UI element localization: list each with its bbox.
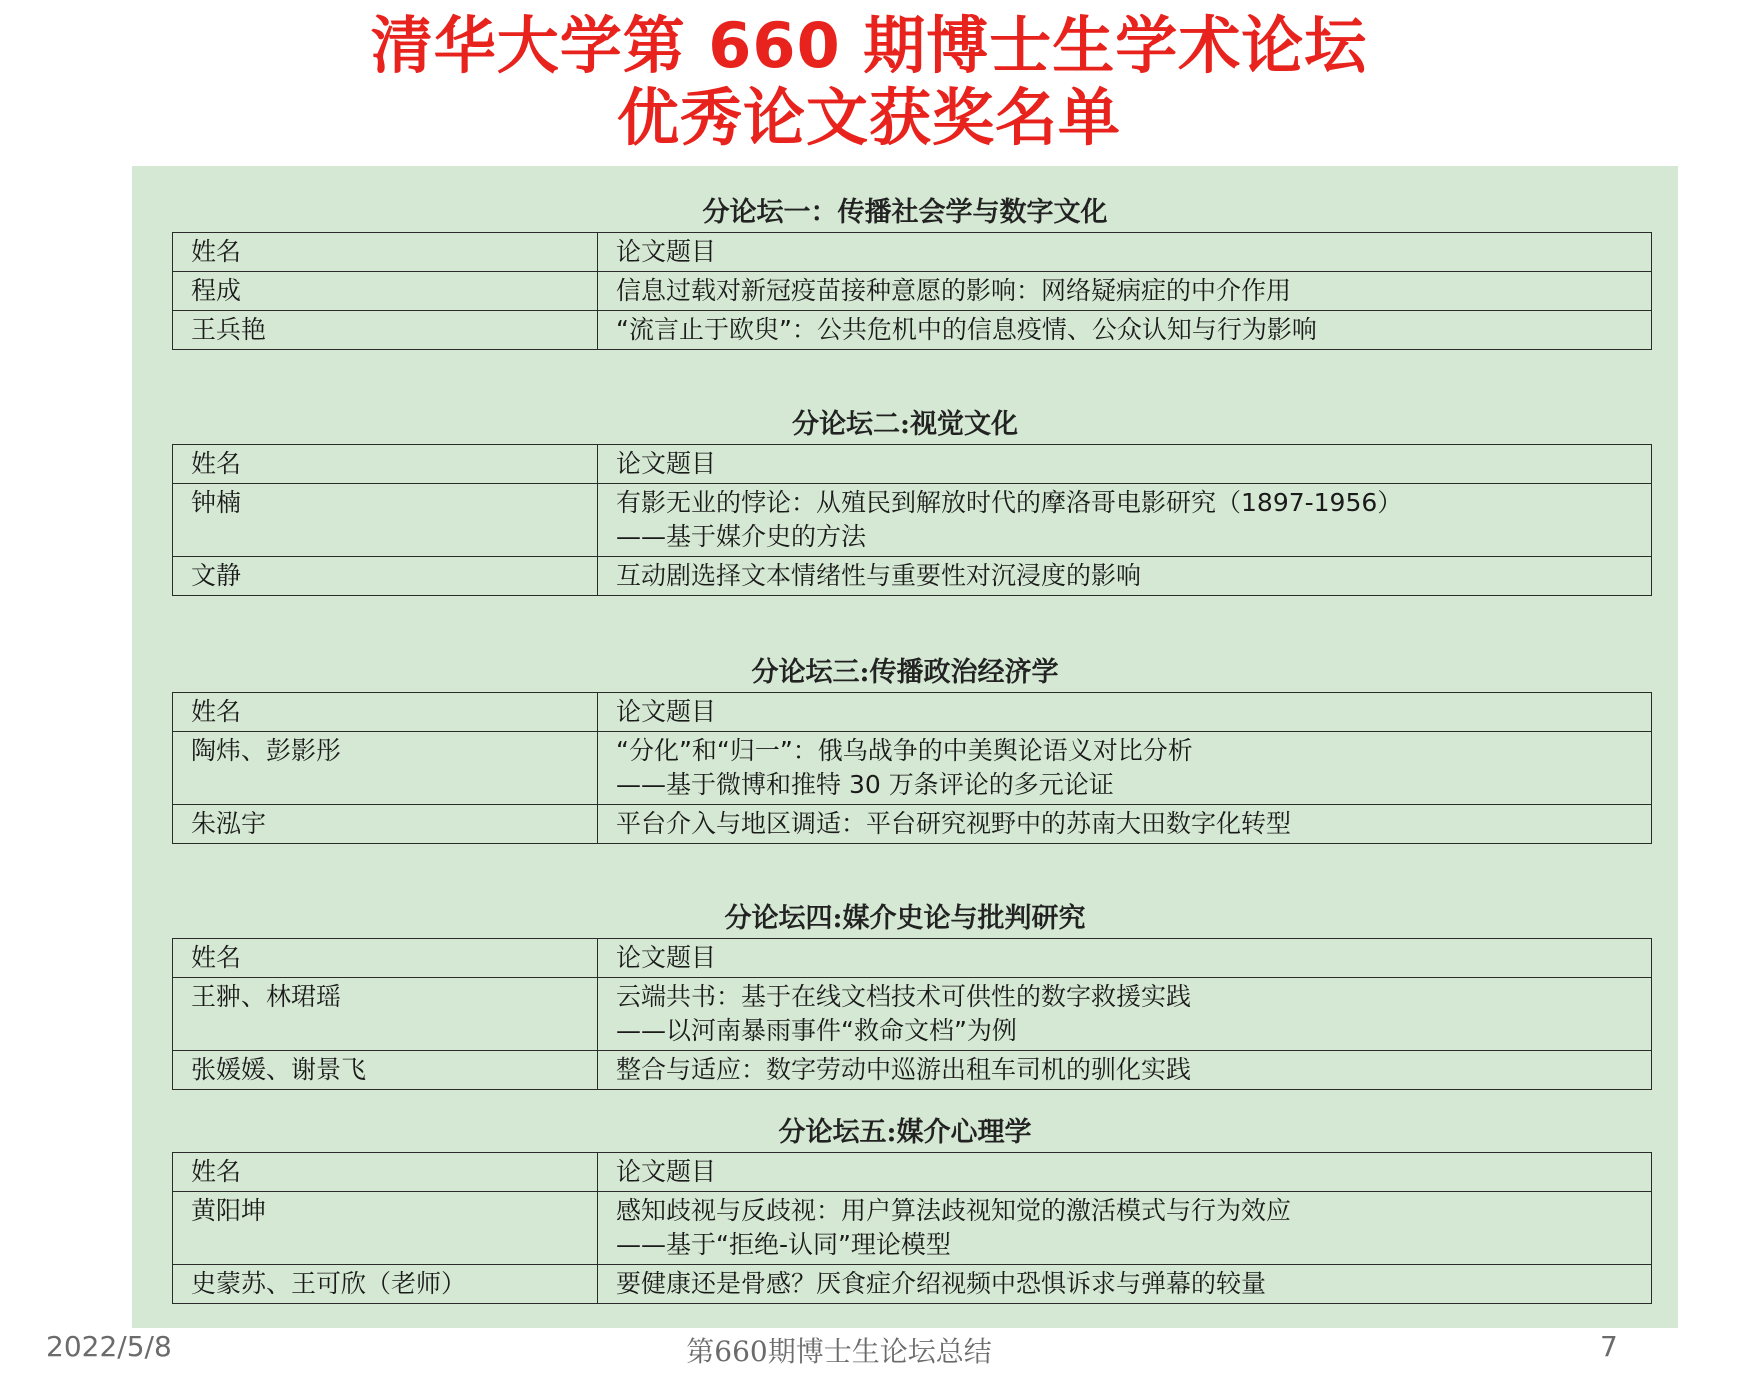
- footer-date: 2022/5/8: [46, 1330, 172, 1363]
- paper-title-cell: [598, 1265, 1652, 1304]
- table-header-row: [173, 445, 1652, 484]
- paper-title: 感知歧视与反歧视：用户算法歧视知觉的激活模式与行为效应: [616, 1196, 1292, 1225]
- paper-title-cell: [598, 732, 1652, 805]
- paper-subtitle: ——基于“拒绝-认同”理论模型: [616, 1230, 951, 1259]
- table-row: [173, 1051, 1652, 1090]
- table-header-row: [173, 233, 1652, 272]
- paper-title-cell: [598, 1192, 1652, 1265]
- table-row: [173, 484, 1652, 557]
- awardee-name-cell: 王兵艳: [173, 311, 598, 350]
- table-row: [173, 732, 1652, 805]
- page-number: 7: [1600, 1330, 1618, 1363]
- award-table: [172, 1152, 1652, 1304]
- paper-title: 平台介入与地区调适：平台研究视野中的苏南大田数字化转型: [616, 809, 1292, 838]
- paper-title-cell: [598, 1051, 1652, 1090]
- header-title-cell: 论文题目: [598, 445, 1652, 484]
- award-table: [172, 692, 1652, 844]
- paper-title: “分化”和“归一”：俄乌战争的中美舆论语义对比分析: [616, 736, 1193, 765]
- paper-title: 互动剧选择文本情绪性与重要性对沉浸度的影响: [616, 561, 1142, 590]
- paper-subtitle: ——基于微博和推特 30 万条评论的多元论证: [616, 770, 1114, 799]
- table-row: [173, 1265, 1652, 1304]
- section-heading: 分论坛四:媒介史论与批判研究: [724, 903, 1086, 934]
- paper-title: 云端共书：基于在线文档技术可供性的数字救援实践: [616, 982, 1192, 1011]
- paper-title-cell: [598, 978, 1652, 1051]
- paper-title-cell: [598, 557, 1652, 596]
- title-line-2: 优秀论文获奖名单: [616, 81, 1121, 154]
- paper-title: 信息过载对新冠疫苗接种意愿的影响：网络疑病症的中介作用: [616, 276, 1292, 305]
- awardee-name-cell: 张媛媛、谢景飞: [173, 1051, 598, 1090]
- paper-subtitle: ——基于媒介史的方法: [616, 522, 867, 551]
- header-name-cell: 姓名: [173, 939, 598, 978]
- header-name-cell: 姓名: [173, 1153, 598, 1192]
- awardee-name-cell: 文静: [173, 557, 598, 596]
- table-row: [173, 311, 1652, 350]
- header-name-cell: 姓名: [173, 693, 598, 732]
- paper-title-cell: [598, 311, 1652, 350]
- table-header-row: [173, 939, 1652, 978]
- table-header-row: [173, 693, 1652, 732]
- awardee-name-cell: 陶炜、彭影彤: [173, 732, 598, 805]
- awardee-name-cell: 钟楠: [173, 484, 598, 557]
- table-row: [173, 805, 1652, 844]
- awardee-name-cell: 史蒙苏、王可欣（老师）: [173, 1265, 598, 1304]
- header-title-cell: 论文题目: [598, 939, 1652, 978]
- paper-title-cell: [598, 805, 1652, 844]
- awardee-name-cell: 王翀、林珺瑶: [173, 978, 598, 1051]
- section-heading: 分论坛一：传播社会学与数字文化: [702, 197, 1108, 228]
- paper-title: “流言止于欧臾”：公共危机中的信息疫情、公众认知与行为影响: [616, 315, 1317, 344]
- section-heading: 分论坛五:媒介心理学: [778, 1117, 1032, 1148]
- paper-title-cell: [598, 272, 1652, 311]
- header-name-cell: 姓名: [173, 445, 598, 484]
- section-heading: 分论坛三:传播政治经济学: [751, 657, 1059, 688]
- header-title-cell: 论文题目: [598, 1153, 1652, 1192]
- paper-title-cell: [598, 484, 1652, 557]
- awardee-name-cell: 朱泓宇: [173, 805, 598, 844]
- table-row: [173, 557, 1652, 596]
- table-row: [173, 1192, 1652, 1265]
- award-table: [172, 444, 1652, 596]
- section-heading: 分论坛二:视觉文化: [792, 409, 1018, 440]
- awardee-name-cell: 黄阳坤: [173, 1192, 598, 1265]
- table-row: [173, 272, 1652, 311]
- award-list-panel: [132, 166, 1678, 1328]
- title-line-1: 清华大学第 660 期博士生学术论坛: [370, 9, 1368, 82]
- slide-title: [0, 10, 1738, 154]
- table-header-row: [173, 1153, 1652, 1192]
- award-table: [172, 938, 1652, 1090]
- paper-title: 要健康还是骨感？厌食症介绍视频中恐惧诉求与弹幕的较量: [616, 1269, 1267, 1298]
- paper-title: 整合与适应：数字劳动中巡游出租车司机的驯化实践: [616, 1055, 1192, 1084]
- header-name-cell: 姓名: [173, 233, 598, 272]
- footer-title: 第660期博士生论坛总结: [686, 1335, 992, 1368]
- paper-subtitle: ——以河南暴雨事件“救命文档”为例: [616, 1016, 1017, 1045]
- header-title-cell: 论文题目: [598, 693, 1652, 732]
- paper-title: 有影无业的悖论：从殖民到解放时代的摩洛哥电影研究（1897-1956）: [616, 488, 1403, 517]
- award-table: [172, 232, 1652, 350]
- awardee-name-cell: 程成: [173, 272, 598, 311]
- header-title-cell: 论文题目: [598, 233, 1652, 272]
- table-row: [173, 978, 1652, 1051]
